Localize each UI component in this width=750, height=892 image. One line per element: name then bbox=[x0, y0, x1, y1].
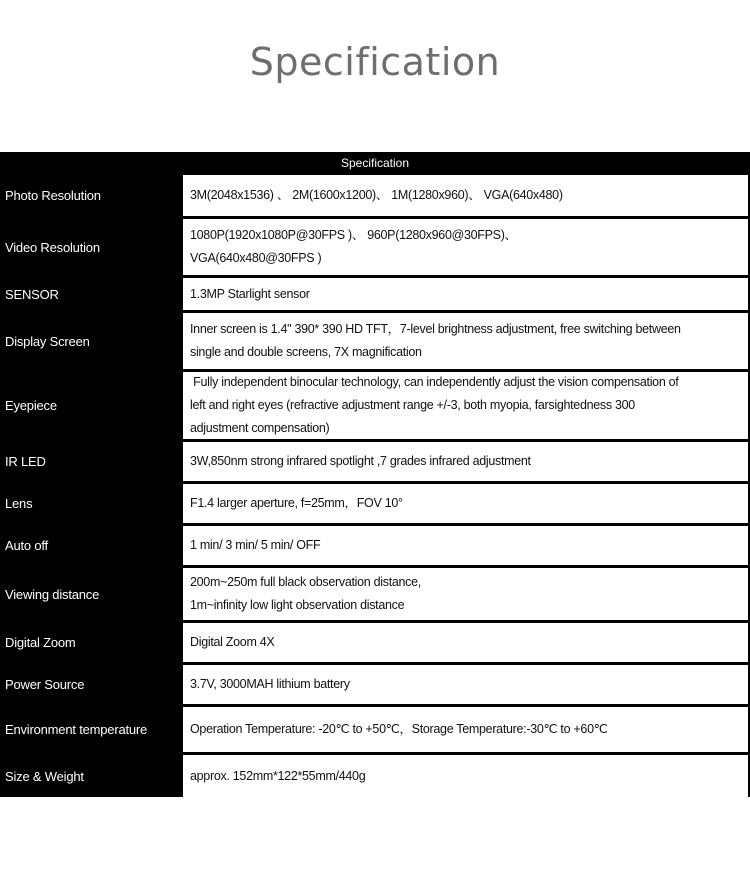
spec-row bbox=[0, 665, 750, 707]
spec-header-title: Specification bbox=[183, 152, 750, 174]
spec-label: Size & Weight bbox=[0, 755, 183, 797]
page-title: Specification bbox=[249, 40, 501, 84]
spec-value-line: Operation Temperature: -20℃ to +50℃，Storage Temperature:-30℃ to +60℃ bbox=[190, 722, 608, 736]
spec-value-line: VGA(640x480@30FPS ) bbox=[190, 251, 322, 265]
spec-label: Eyepiece bbox=[0, 372, 183, 439]
spec-value bbox=[183, 372, 750, 439]
spec-value bbox=[183, 755, 750, 797]
spec-value bbox=[183, 707, 750, 752]
spec-table bbox=[0, 152, 750, 797]
spec-row bbox=[0, 755, 750, 797]
spec-value-line: approx. 152mm*122*55mm/440g bbox=[190, 768, 366, 783]
spec-value-line: 1080P(1920x1080P@30FPS )、 960P(1280x960@30FPS)、 bbox=[190, 228, 517, 242]
spec-row bbox=[0, 623, 750, 665]
spec-value bbox=[183, 278, 750, 310]
spec-value-line: F1.4 larger aperture, f=25mm，FOV 10° bbox=[190, 496, 403, 510]
spec-value-line: Digital Zoom 4X bbox=[190, 635, 275, 649]
spec-row bbox=[0, 568, 750, 623]
spec-row bbox=[0, 707, 750, 755]
spec-label: SENSOR bbox=[0, 278, 183, 310]
spec-value bbox=[183, 665, 750, 704]
spec-header-blank bbox=[0, 152, 183, 174]
spec-row bbox=[0, 442, 750, 484]
spec-label: Lens bbox=[0, 484, 183, 523]
spec-value bbox=[183, 484, 750, 523]
spec-value bbox=[183, 175, 750, 216]
spec-value bbox=[183, 219, 750, 275]
spec-value-line: Fully independent binocular technology, can independently adjust the vision compensation of bbox=[190, 375, 679, 389]
spec-label: Environment temperature bbox=[0, 707, 183, 752]
spec-value-line: 1 min/ 3 min/ 5 min/ OFF bbox=[190, 538, 321, 552]
spec-value-line: 3M(2048x1536) 、 2M(1600x1200)、 1M(1280x960)、 VGA(640x480) bbox=[190, 188, 563, 202]
spec-row bbox=[0, 484, 750, 526]
spec-row bbox=[0, 278, 750, 313]
spec-value bbox=[183, 568, 750, 620]
spec-value-line: 1m~infinity low light observation distance bbox=[190, 598, 405, 612]
spec-label: IR LED bbox=[0, 442, 183, 481]
spec-row bbox=[0, 372, 750, 442]
spec-row bbox=[0, 313, 750, 372]
spec-value-line: 3W,850nm strong infrared spotlight ,7 grades infrared adjustment bbox=[190, 454, 531, 468]
spec-label: Display Screen bbox=[0, 313, 183, 369]
spec-value bbox=[183, 442, 750, 481]
spec-value-line: 3.7V, 3000MAH lithium battery bbox=[190, 677, 350, 691]
spec-table-header bbox=[0, 152, 750, 175]
spec-label: Video Resolution bbox=[0, 219, 183, 275]
spec-rows bbox=[0, 175, 750, 797]
spec-value-line: 1.3MP Starlight sensor bbox=[190, 286, 310, 301]
spec-value-line: 200m~250m full black observation distance, bbox=[190, 575, 421, 589]
spec-value-line: adjustment compensation) bbox=[190, 421, 330, 435]
spec-value bbox=[183, 526, 750, 565]
spec-row bbox=[0, 175, 750, 219]
spec-value bbox=[183, 623, 750, 662]
spec-row bbox=[0, 526, 750, 568]
spec-label: Photo Resolution bbox=[0, 175, 183, 216]
spec-label: Auto off bbox=[0, 526, 183, 565]
spec-value-line: Inner screen is 1.4" 390* 390 HD TFT，7-level brightness adjustment, free switching between bbox=[190, 322, 681, 336]
spec-value bbox=[183, 313, 750, 369]
spec-row bbox=[0, 219, 750, 278]
spec-value-line: single and double screens, 7X magnification bbox=[190, 345, 422, 359]
spec-value-line: left and right eyes (refractive adjustment range +/-3, both myopia, farsightedness 300 bbox=[190, 398, 635, 412]
spec-label: Power Source bbox=[0, 665, 183, 704]
spec-label: Digital Zoom bbox=[0, 623, 183, 662]
spec-label: Viewing distance bbox=[0, 568, 183, 620]
